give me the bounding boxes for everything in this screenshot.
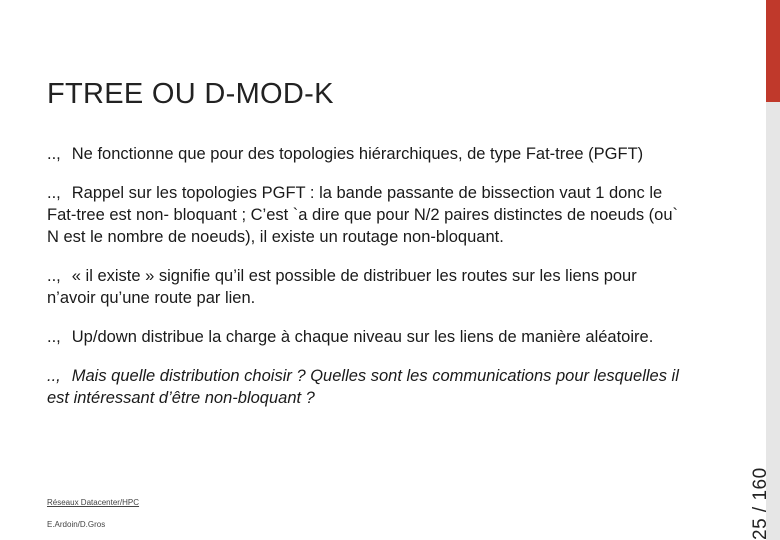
bullet-text: « il existe » signifie qu’il est possible de distribuer les routes sur les liens pour n’avoir qu’une route par lien. — [47, 267, 637, 307]
bullet-text: Ne fonctionne que pour des topologies hiérarchiques, de type Fat-tree (PGFT) — [71, 145, 644, 163]
bullet-marker: .., — [47, 145, 61, 163]
bullet-item — [47, 182, 687, 248]
footer-course-link[interactable]: Réseaux Datacenter/HPC — [47, 498, 140, 507]
bullet-marker: .., — [47, 328, 61, 346]
bullet-text: Mais quelle distribution choisir ? Quelles sont les communications pour lesquelles il est intéressant d’être non-bloquant ? — [47, 367, 679, 407]
footer-authors: E.Ardoin/D.Gros — [47, 520, 106, 529]
bullet-item — [47, 326, 687, 348]
bullet-marker: .., — [47, 267, 61, 285]
slide-title: FTREE OU D-MOD-K — [47, 78, 334, 110]
bullet-text: Rappel sur les topologies PGFT : la bande passante de bissection vaut 1 donc le Fat-tree est non- bloquant ; C’est `a dire que pour N/2 paires distinctes de noeuds (ou` N est le nombre de noeuds), il existe un routage non-bloquant. — [47, 184, 679, 246]
bullet-item — [47, 265, 687, 309]
bullet-marker: .., — [47, 184, 61, 202]
bullet-list — [47, 143, 687, 426]
bullet-text: Up/down distribue la charge à chaque niveau sur les liens de manière aléatoire. — [71, 328, 654, 346]
side-bar-accent — [766, 0, 780, 102]
bullet-item — [47, 143, 687, 165]
bullet-marker: .., — [47, 367, 61, 385]
bullet-item-question — [47, 365, 687, 409]
page-number: 25 / 160 — [750, 467, 771, 540]
